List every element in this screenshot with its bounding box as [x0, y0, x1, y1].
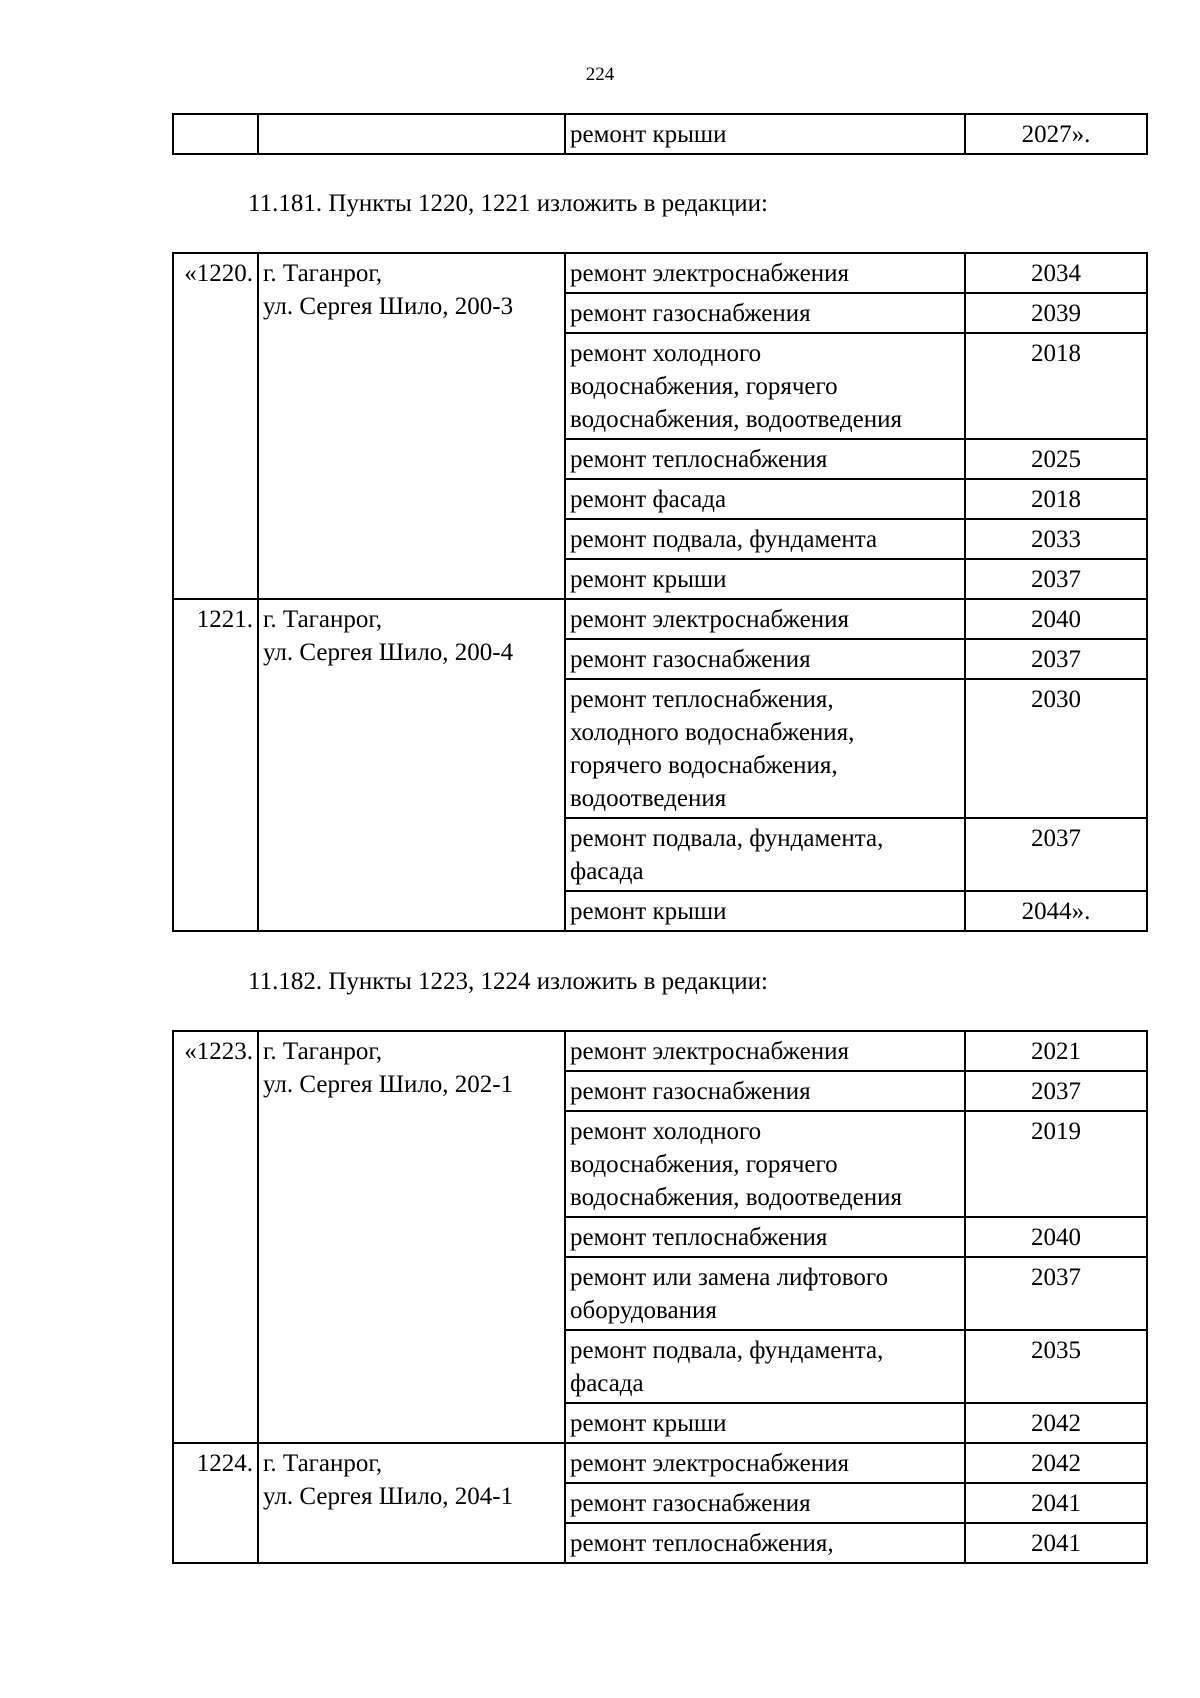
work-line: ремонт холодного [570, 1118, 762, 1145]
work-cell: ремонт электроснабжения [565, 253, 965, 293]
year-cell: 2030 [965, 679, 1147, 818]
work-line: ремонт теплоснабжения, [570, 686, 834, 713]
section-heading: 11.181. Пункты 1220, 1221 изложить в редакции: [248, 190, 768, 217]
year-cell: 2018 [965, 333, 1147, 439]
work-cell: ремонт газоснабжения [565, 1483, 965, 1523]
address-line: ул. Сергея Шило, 202-1 [263, 1071, 514, 1098]
work-cell: ремонт крыши [565, 891, 965, 931]
work-cell: ремонт электроснабжения [565, 1443, 965, 1483]
year-cell: 2042 [965, 1443, 1147, 1483]
address-line: г. Таганрог, [263, 606, 383, 633]
item-number-cell: «1223. [173, 1031, 258, 1443]
page-number: 224 [585, 64, 615, 85]
year-cell: 2035 [965, 1330, 1147, 1403]
year-cell: 2040 [965, 599, 1147, 639]
address-cell [258, 253, 565, 599]
year-cell: 2041 [965, 1523, 1147, 1563]
item-number-cell: «1220. [173, 253, 258, 599]
table-row [173, 253, 1147, 293]
work-cell [565, 1257, 965, 1330]
address-cell [258, 599, 565, 931]
work-line: водоснабжения, горячего [570, 1151, 838, 1178]
work-line: ремонт подвала, фундамента, [570, 1337, 884, 1364]
table-row [173, 1443, 1147, 1483]
work-cell: ремонт крыши [565, 1403, 965, 1443]
work-line: водоснабжения, водоотведения [570, 1184, 902, 1211]
year-cell: 2021 [965, 1031, 1147, 1071]
work-line: водоснабжения, горячего [570, 373, 838, 400]
item-number-cell [173, 114, 258, 154]
work-cell: ремонт фасада [565, 479, 965, 519]
year-cell: 2018 [965, 479, 1147, 519]
year-cell: 2037 [965, 559, 1147, 599]
year-cell: 2019 [965, 1111, 1147, 1217]
year-cell: 2034 [965, 253, 1147, 293]
item-number-cell: 1224. [173, 1443, 258, 1563]
section-table [172, 1030, 1148, 1564]
year-cell: 2040 [965, 1217, 1147, 1257]
table-row [173, 599, 1147, 639]
year-cell: 2037 [965, 639, 1147, 679]
year-cell: 2042 [965, 1403, 1147, 1443]
work-cell: ремонт теплоснабжения, [565, 1523, 965, 1563]
address-cell [258, 1443, 565, 1563]
table-row [173, 1031, 1147, 1071]
address-line: г. Таганрог, [263, 260, 383, 287]
item-number-cell: 1221. [173, 599, 258, 931]
work-line: холодного водоснабжения, [570, 719, 855, 746]
work-line: ремонт или замена лифтового [570, 1264, 888, 1291]
year-cell: 2039 [965, 293, 1147, 333]
address-line: ул. Сергея Шило, 200-4 [263, 639, 514, 666]
work-cell: ремонт теплоснабжения [565, 439, 965, 479]
work-line: горячего водоснабжения, [570, 752, 838, 779]
year-cell: 2037 [965, 1257, 1147, 1330]
work-cell [565, 818, 965, 891]
work-line: фасада [570, 858, 644, 885]
year-cell: 2033 [965, 519, 1147, 559]
address-line: ул. Сергея Шило, 200-3 [263, 293, 514, 320]
section-heading: 11.182. Пункты 1223, 1224 изложить в редакции: [248, 968, 768, 995]
address-cell [258, 1031, 565, 1443]
year-cell: 2027». [965, 114, 1147, 154]
year-cell: 2044». [965, 891, 1147, 931]
work-cell [565, 333, 965, 439]
year-cell: 2041 [965, 1483, 1147, 1523]
work-line: водоснабжения, водоотведения [570, 406, 902, 433]
work-cell: ремонт электроснабжения [565, 1031, 965, 1071]
section-table [172, 252, 1148, 932]
work-line: фасада [570, 1370, 644, 1397]
address-line: г. Таганрог, [263, 1450, 383, 1477]
work-cell: ремонт электроснабжения [565, 599, 965, 639]
work-cell [565, 1111, 965, 1217]
work-line: водоотведения [570, 785, 727, 812]
work-cell: ремонт крыши [565, 114, 965, 154]
work-cell: ремонт подвала, фундамента [565, 519, 965, 559]
work-cell: ремонт газоснабжения [565, 639, 965, 679]
work-cell: ремонт газоснабжения [565, 1071, 965, 1111]
work-line: ремонт подвала, фундамента, [570, 825, 884, 852]
work-cell [565, 1330, 965, 1403]
address-line: г. Таганрог, [263, 1038, 383, 1065]
year-cell: 2025 [965, 439, 1147, 479]
work-cell: ремонт газоснабжения [565, 293, 965, 333]
table-row [173, 114, 1147, 154]
year-cell: 2037 [965, 1071, 1147, 1111]
work-line: оборудования [570, 1297, 717, 1324]
address-cell [258, 114, 565, 154]
work-line: ремонт холодного [570, 340, 762, 367]
work-cell: ремонт крыши [565, 559, 965, 599]
continuation-table [172, 113, 1148, 155]
address-line: ул. Сергея Шило, 204-1 [263, 1483, 514, 1510]
work-cell [565, 679, 965, 818]
work-cell: ремонт теплоснабжения [565, 1217, 965, 1257]
year-cell: 2037 [965, 818, 1147, 891]
